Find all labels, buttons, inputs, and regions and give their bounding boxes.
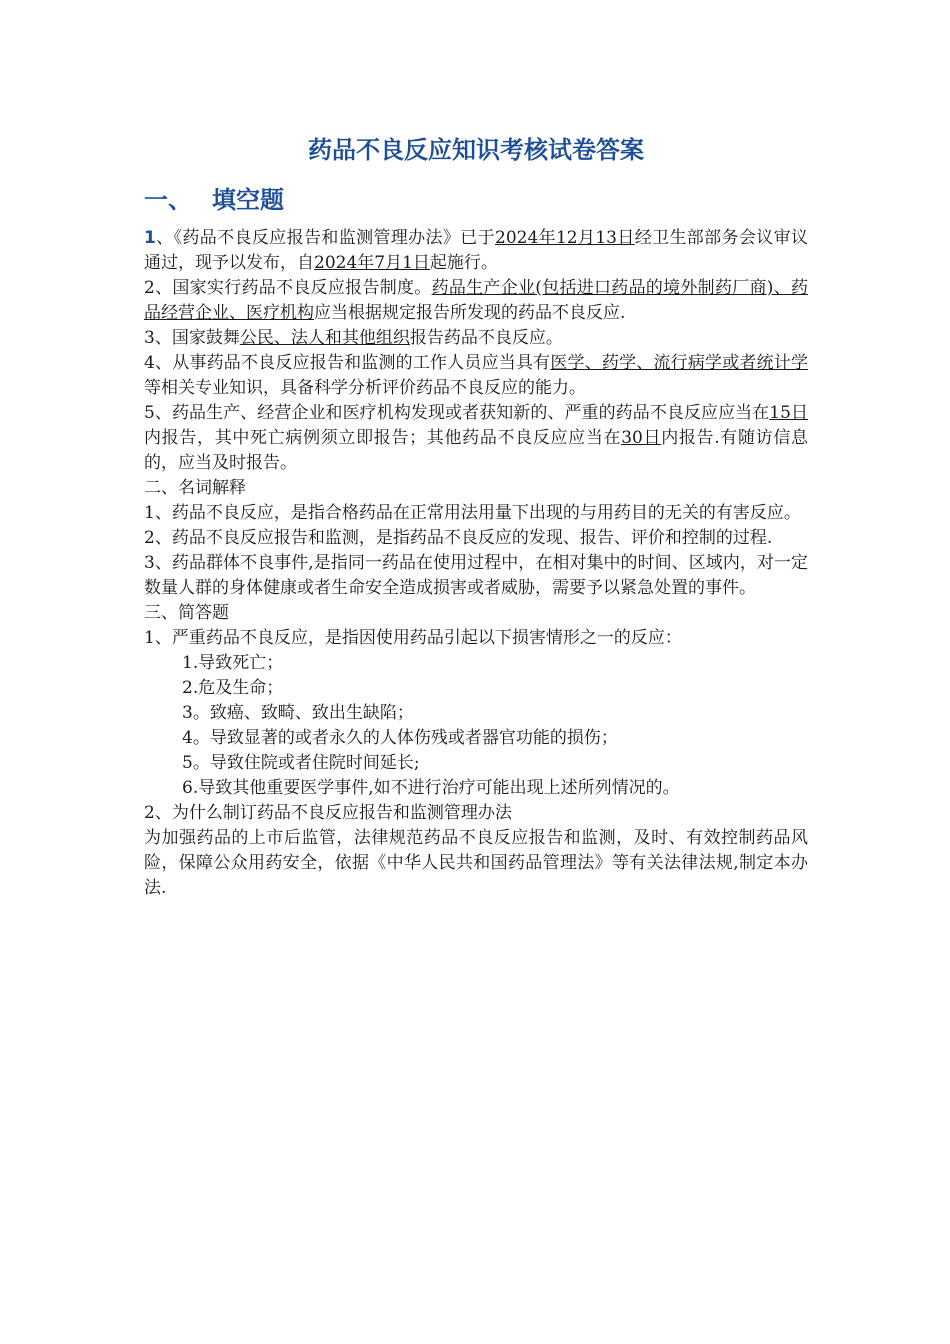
question-text: 报告药品不良反应。: [409, 328, 563, 348]
question-text: 3、国家鼓舞: [144, 328, 240, 348]
question-1: [144, 226, 808, 276]
short-answer-question-1: 1、严重药品不良反应，是指因使用药品引起以下损害情形之一的反应：: [144, 628, 682, 648]
question-text: 经卫生部部务会议审议通过，现予以发布，自: [144, 228, 808, 273]
question-text: 内报告，其中死亡病例须立即报告；其他药品不良反应应当在: [144, 428, 622, 448]
section-number: 一、: [144, 186, 192, 214]
definition-item-3: 3、药品群体不良事件,是指同一药品在使用过程中，在相对集中的时间、区域内，对一定数量人群的身体健康或者生命安全造成损害或者威胁，需要予以紧急处置的事件。: [144, 553, 808, 598]
question-text: 应当根据规定报告所发现的药品不良反应.: [314, 303, 626, 323]
definition-item-2: 2、药品不良反应报告和监测，是指药品不良反应的发现、报告、评价和控制的过程.: [144, 528, 773, 548]
list-item: 6.导致其他重要医学事件,如不进行治疗可能出现上述所列情况的。: [182, 778, 680, 798]
question-5: [144, 401, 808, 476]
question-2: [144, 276, 808, 326]
section-heading-fill-blank: [144, 180, 808, 220]
document-page: [144, 130, 808, 901]
question-text: 5、药品生产、经营企业和医疗机构发现或者获知新的、严重的药品不良反应应当在: [144, 403, 770, 423]
list-item: 1.导致死亡；: [182, 653, 284, 673]
section-heading-short-answer: 三、简答题: [144, 603, 229, 623]
list-item: 2.危及生命；: [182, 678, 284, 698]
question-text: 起施行。: [429, 253, 498, 273]
answer-underlined: 30日: [621, 428, 662, 448]
question-text: 等相关专业知识，具备科学分析评价药品不良反应的能力。: [144, 378, 586, 398]
list-item: 4。导致显著的或者永久的人体伤残或者器官功能的损伤；: [182, 728, 618, 748]
answer-underlined: 公民、法人和其他组织: [239, 328, 410, 348]
question-text: 内报告.有随访信息的，应当及时报告。: [144, 428, 809, 473]
answer-underlined: 2024年7月1日: [314, 253, 430, 273]
short-answer-question-2: 2、为什么制订药品不良反应报告和监测管理办法: [144, 803, 512, 823]
document-title: 药品不良反应知识考核试卷答案: [308, 136, 644, 164]
section-title: 填空题: [212, 186, 284, 214]
section-heading-definitions: 二、名词解释: [144, 478, 246, 498]
question-number: 1: [144, 228, 156, 248]
question-text: 4、从事药品不良反应报告和监测的工作人员应当具有: [144, 353, 551, 373]
question-text: 、《药品不良反应报告和监测管理办法》已于: [155, 228, 495, 248]
list-item: 3。致癌、致畸、致出生缺陷；: [182, 703, 414, 723]
definition-item-1: 1、药品不良反应，是指合格药品在正常用法用量下出现的与用药目的无关的有害反应。: [144, 503, 801, 523]
answer-underlined: 药品生产企业(包括进口药品的境外制药厂商)、药品经营企业、医疗机构: [144, 278, 808, 323]
short-answer-answer-2: 为加强药品的上市后监管，法律规范药品不良反应报告和监测，及时、有效控制药品风险，保障公众用药安全，依据《中华人民共和国药品管理法》等有关法律法规,制定本办法.: [144, 828, 808, 898]
answer-underlined: 15日: [769, 403, 808, 423]
question-4: [144, 351, 808, 401]
answer-underlined: 2024年12月13日: [495, 228, 635, 248]
question-text: 2、国家实行药品不良反应报告制度。: [144, 278, 432, 298]
list-item: 5。导致住院或者住院时间延长;: [182, 753, 420, 773]
answer-underlined: 医学、药学、流行病学或者统计学: [550, 353, 809, 373]
question-3: [144, 326, 808, 351]
